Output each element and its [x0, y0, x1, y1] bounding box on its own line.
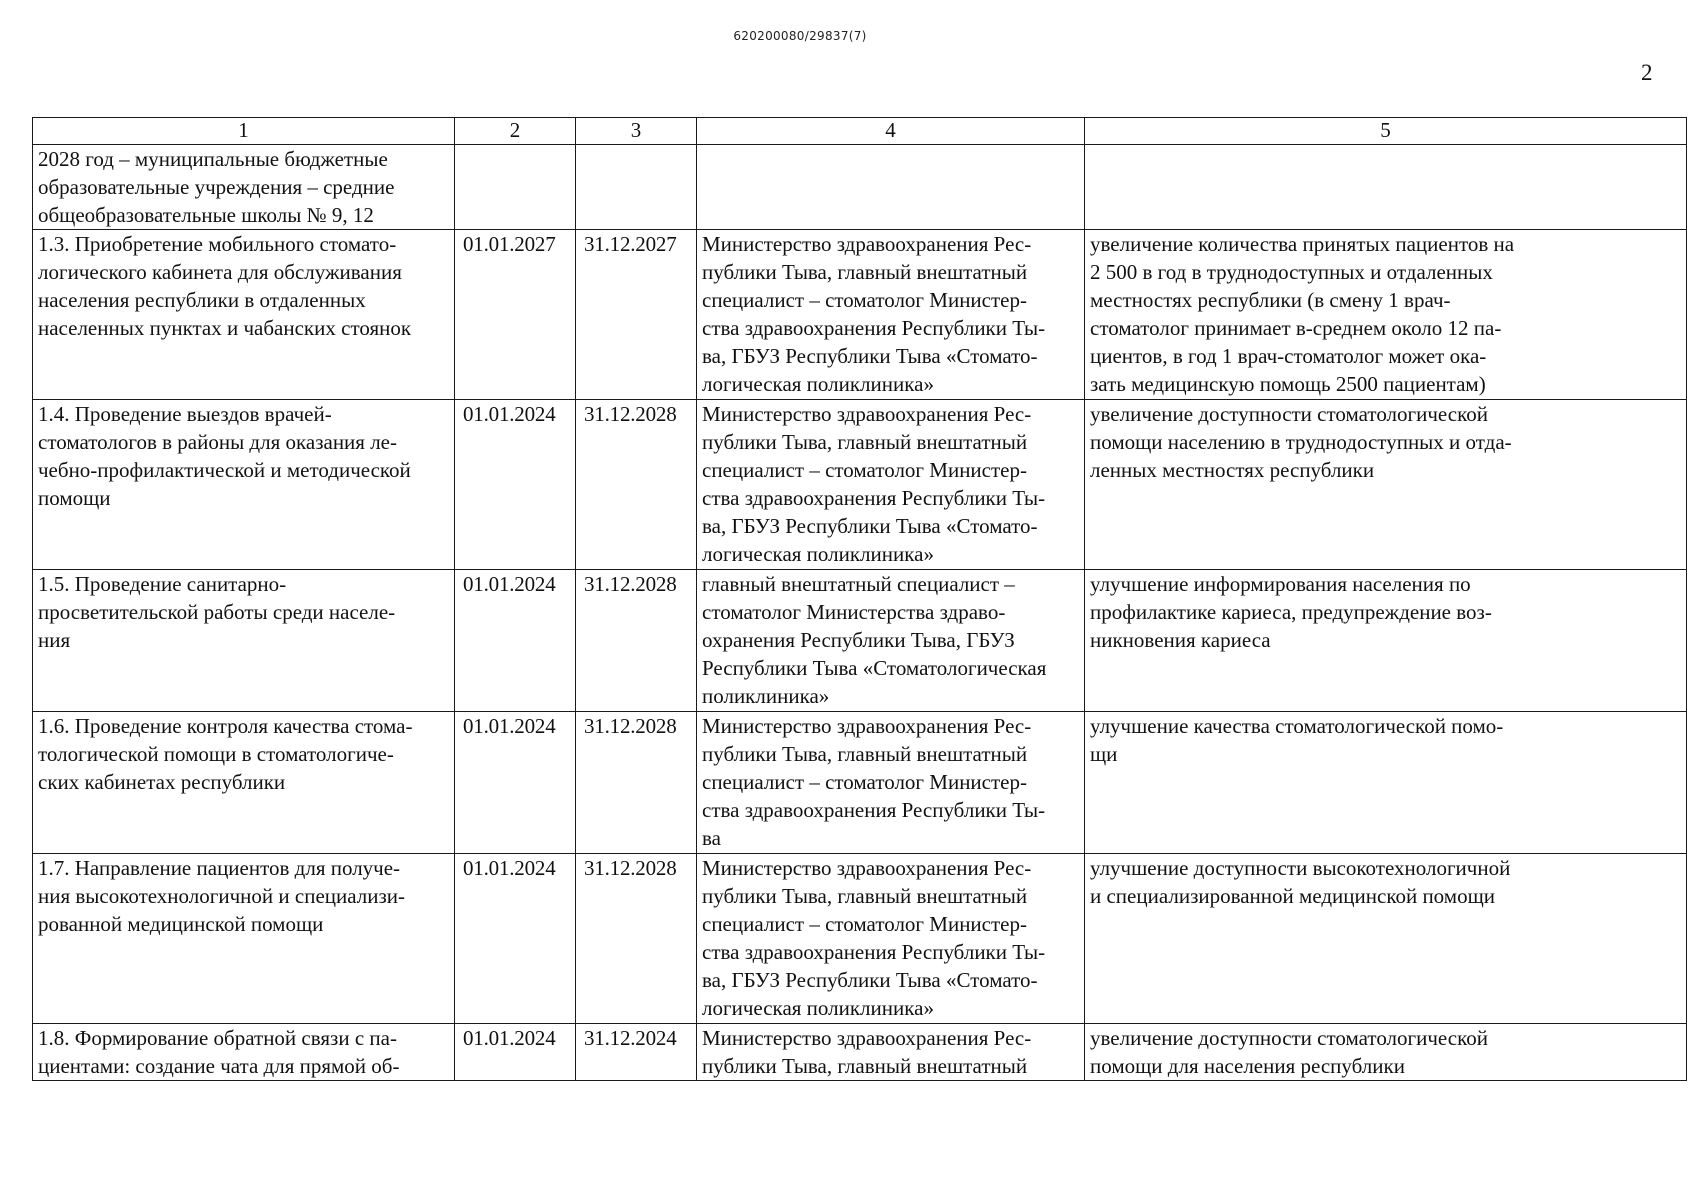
measure-text: 1.4. Проведение выездов врачей- стоматологов в районы для оказания ле- чебно-профилактической и методической помощи	[38, 402, 411, 510]
start-date-cell	[455, 1024, 576, 1081]
responsible-cell	[697, 230, 1085, 400]
measures-table	[32, 117, 1687, 1081]
start-date: 01.01.2024	[463, 714, 556, 738]
result-text: улучшение качества стоматологической помо- щи	[1090, 714, 1504, 766]
start-date-cell	[455, 145, 576, 230]
result-cell	[1085, 854, 1687, 1024]
responsible-cell	[697, 854, 1085, 1024]
result-cell	[1085, 145, 1687, 230]
result-cell	[1085, 400, 1687, 570]
column-number-4: 4	[697, 118, 1085, 145]
result-text: увеличение доступности стоматологической помощи населению в труднодоступных и отда- ленных местностях республики	[1090, 402, 1512, 482]
end-date: 31.12.2024	[584, 1026, 677, 1050]
page-number: 2	[1641, 60, 1653, 85]
start-date: 01.01.2024	[463, 856, 556, 880]
end-date-cell	[576, 1024, 697, 1081]
table-row	[33, 230, 1687, 400]
table-row	[33, 570, 1687, 712]
table-row	[33, 400, 1687, 570]
end-date-cell	[576, 400, 697, 570]
start-date-cell	[455, 400, 576, 570]
start-date-cell	[455, 570, 576, 712]
column-number-3: 3	[576, 118, 697, 145]
table-row	[33, 854, 1687, 1024]
responsible-text: Министерство здравоохранения Рес- публики Тыва, главный внештатный	[702, 1026, 1032, 1078]
measure-cell	[33, 230, 455, 400]
table-row	[33, 145, 1687, 230]
result-cell	[1085, 712, 1687, 854]
column-number-2: 2	[455, 118, 576, 145]
result-cell	[1085, 1024, 1687, 1081]
table-row	[33, 712, 1687, 854]
end-date: 31.12.2028	[584, 572, 677, 596]
result-text: увеличение доступности стоматологической помощи для населения республики	[1090, 1026, 1488, 1078]
result-text: улучшение информирования населения по профилактике кариеса, предупреждение воз- никновения кариеса	[1090, 572, 1492, 652]
start-date: 01.01.2024	[463, 572, 556, 596]
measure-text: 1.6. Проведение контроля качества стома- тологической помощи в стоматологиче- ских кабинетах республики	[38, 714, 413, 794]
measure-text: 2028 год – муниципальные бюджетные образовательные учреждения – средние общеобразовательные школы № 9, 12	[38, 147, 395, 227]
end-date-cell	[576, 854, 697, 1024]
column-number-5: 5	[1085, 118, 1687, 145]
end-date: 31.12.2028	[584, 856, 677, 880]
measure-cell	[33, 854, 455, 1024]
start-date: 01.01.2024	[463, 402, 556, 426]
column-number-row	[33, 118, 1687, 145]
start-date: 01.01.2024	[463, 1026, 556, 1050]
responsible-text: главный внештатный специалист – стоматолог Министерства здраво- охранения Республики Тыва, ГБУЗ Республики Тыва «Стоматологическая поликлиника»	[702, 572, 1047, 708]
measure-cell	[33, 400, 455, 570]
end-date-cell	[576, 570, 697, 712]
measure-text: 1.8. Формирование обратной связи с па- циентами: создание чата для прямой об-	[38, 1026, 400, 1078]
measure-cell	[33, 712, 455, 854]
end-date: 31.12.2028	[584, 402, 677, 426]
start-date: 01.01.2027	[463, 232, 556, 256]
end-date-cell	[576, 230, 697, 400]
table-row	[33, 1024, 1687, 1081]
end-date: 31.12.2028	[584, 714, 677, 738]
result-text: улучшение доступности высокотехнологичной и специализированной медицинской помощи	[1090, 856, 1511, 908]
measure-cell	[33, 145, 455, 230]
responsible-cell	[697, 712, 1085, 854]
measure-text: 1.3. Приобретение мобильного стомато- логического кабинета для обслуживания населения республики в отдаленных населенных пунктах и чабанских стоянок	[38, 232, 412, 340]
responsible-cell	[697, 145, 1085, 230]
document-code: 620200080/29837(7)	[733, 29, 867, 43]
measure-cell	[33, 1024, 455, 1081]
result-cell	[1085, 230, 1687, 400]
measure-text: 1.7. Направление пациентов для получе- ния высокотехнологичной и специализи- рованной медицинской помощи	[38, 856, 405, 936]
end-date-cell	[576, 712, 697, 854]
responsible-cell	[697, 570, 1085, 712]
start-date-cell	[455, 230, 576, 400]
responsible-cell	[697, 1024, 1085, 1081]
responsible-text: Министерство здравоохранения Рес- публики Тыва, главный внештатный специалист – стоматолог Министер- ства здравоохранения Республики Ты- ва, ГБУЗ Республики Тыва «Стомато- логическая поликлиника»	[702, 232, 1046, 396]
responsible-text: Министерство здравоохранения Рес- публики Тыва, главный внештатный специалист – стоматолог Министер- ства здравоохранения Республики Ты- ва	[702, 714, 1046, 850]
start-date-cell	[455, 854, 576, 1024]
result-text: увеличение количества принятых пациентов на 2 500 в год в труднодоступных и отдаленных местностях республики (в смену 1 врач- стоматолог принимает в-среднем около 12 па- циентов, в год 1 врач-стоматолог может ока- зать медицинскую помощь 2500 пациентам)	[1090, 232, 1515, 396]
start-date-cell	[455, 712, 576, 854]
result-cell	[1085, 570, 1687, 712]
responsible-cell	[697, 400, 1085, 570]
column-number-1: 1	[33, 118, 455, 145]
measure-cell	[33, 570, 455, 712]
end-date: 31.12.2027	[584, 232, 677, 256]
measure-text: 1.5. Проведение санитарно- просветительской работы среди населе- ния	[38, 572, 396, 652]
end-date-cell	[576, 145, 697, 230]
responsible-text: Министерство здравоохранения Рес- публики Тыва, главный внештатный специалист – стоматолог Министер- ства здравоохранения Республики Ты- ва, ГБУЗ Республики Тыва «Стомато- логическая поликлиника»	[702, 402, 1046, 566]
responsible-text: Министерство здравоохранения Рес- публики Тыва, главный внештатный специалист – стоматолог Министер- ства здравоохранения Республики Ты- ва, ГБУЗ Республики Тыва «Стомато- логическая поликлиника»	[702, 856, 1046, 1020]
